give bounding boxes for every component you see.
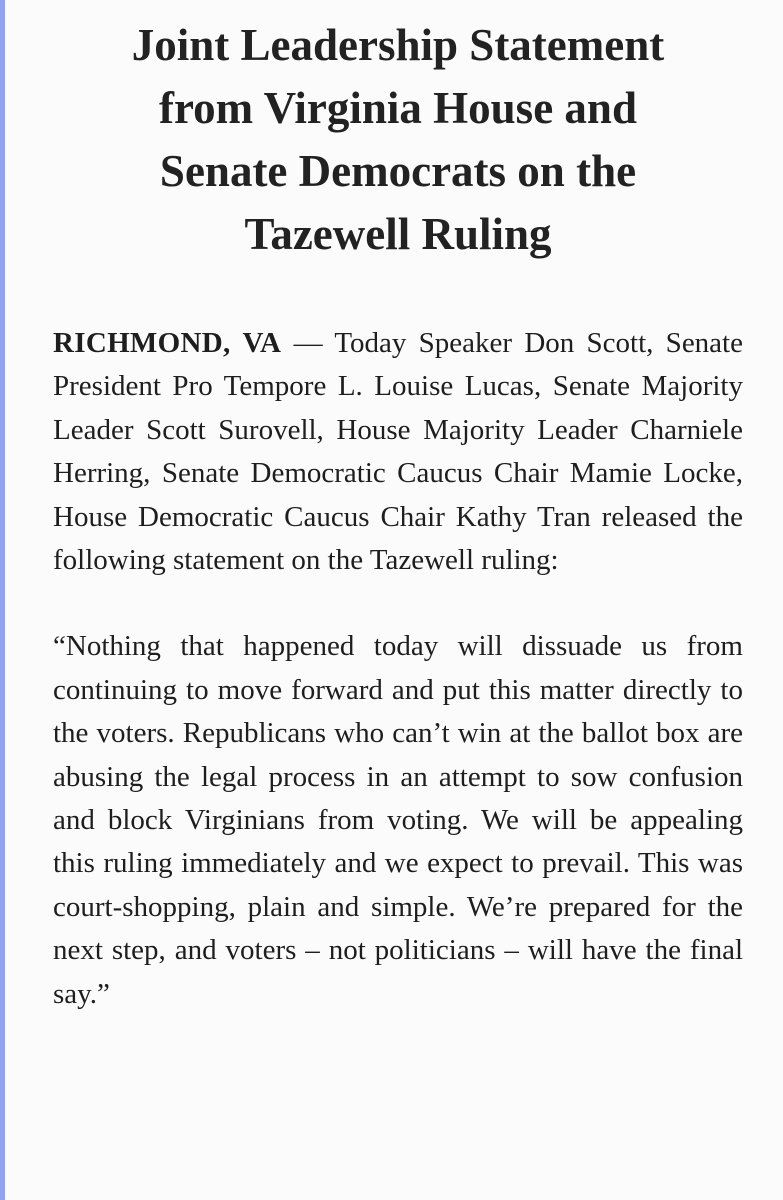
dateline-separator: —	[281, 327, 335, 359]
title-line-2: from Virginia House and	[159, 83, 637, 133]
left-accent-bar	[0, 0, 5, 1200]
intro-text: Today Speaker Don Scott, Senate President Pro Tempore L. Louise Lucas, Senate Majority Leader Scott Surovell, House Majority Leader Charniele Herring, Senate Democratic Caucus Chair Mamie Locke, House Democratic Caucus Chair Kathy Tran released the following statement on the Tazewell ruling:	[53, 327, 743, 577]
intro-paragraph	[53, 322, 743, 582]
press-release	[53, 0, 743, 1016]
statement-title	[53, 14, 743, 266]
quote-paragraph: “Nothing that happened today will dissuade us from continuing to move forward and put this matter directly to the voters. Republicans who can’t win at the ballot box are abusing the legal process in an attempt to sow confusion and block Virginians from voting. We will be appealing this ruling immediately and we expect to prevail. This was court-shopping, plain and simple. We’re prepared for the next step, and voters – not politicians – will have the final say.”	[53, 630, 743, 1010]
dateline: RICHMOND, VA	[53, 327, 282, 359]
title-line-4: Tazewell Ruling	[244, 209, 552, 259]
title-line-3: Senate Democrats on the	[159, 146, 637, 196]
title-line-1: Joint Leadership Statement	[131, 20, 665, 70]
